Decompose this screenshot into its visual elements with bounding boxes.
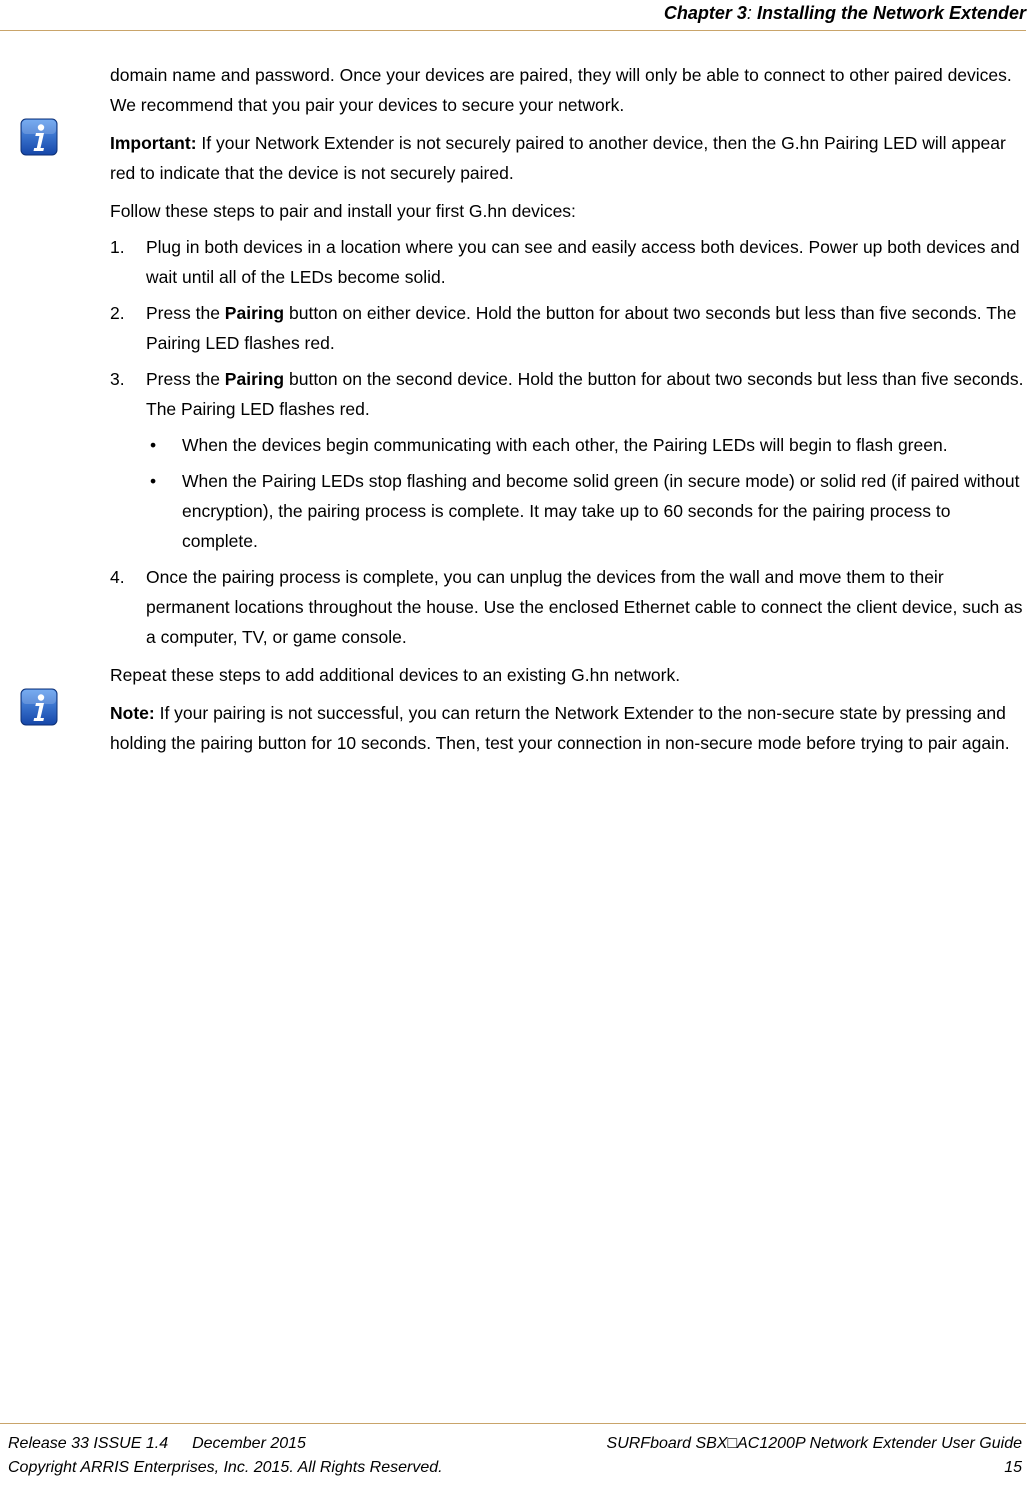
step-text: Once the pairing process is complete, you can unplug the devices from the wall and move them to their permanent locations throughout the house. Use the enclosed Ethernet cable to connect the client device, such as a computer, TV, or game console. <box>146 567 1023 647</box>
note-callout <box>110 698 1028 758</box>
step-number: 3. <box>110 369 125 389</box>
info-icon <box>20 688 58 726</box>
important-text: If your Network Extender is not securely paired to another device, then the G.hn Pairing LED will appear red to indicate that the device is not securely paired. <box>110 133 1006 183</box>
bullet-icon: • <box>150 435 157 455</box>
step-text: Plug in both devices in a location where you can see and easily access both devices. Power up both devices and wait until all of the LEDs become solid. <box>146 237 1020 287</box>
bullet-icon: • <box>150 471 157 491</box>
step-text: button on either device. Hold the button for about two seconds but less than five seconds. The Pairing LED flashes red. <box>146 303 1017 353</box>
page-content <box>110 60 1028 766</box>
note-text: If your pairing is not successful, you can return the Network Extender to the non-secure state by pressing and holding the pairing button for 10 seconds. Then, test your connection in non-secure mode before trying to pair again. <box>110 703 1010 753</box>
step-item <box>110 232 1028 292</box>
note-label: Note: <box>110 703 155 723</box>
steps-intro: Follow these steps to pair and install your first G.hn devices: <box>110 201 576 221</box>
footer-guide-title: SURFboard SBX□AC1200P Network Extender User Guide <box>606 1435 1022 1452</box>
step-item <box>110 562 1028 652</box>
substeps-list <box>146 430 1028 556</box>
substep-text: When the Pairing LEDs stop flashing and become solid green (in secure mode) or solid red (if paired without encryption), the pairing process is complete. It may take up to 60 seconds for the pairing process to complete. <box>182 471 1020 551</box>
footer-copyright: Copyright ARRIS Enterprises, Inc. 2015. All Rights Reserved. <box>8 1459 443 1476</box>
release-text: Release 33 ISSUE 1.4 <box>8 1435 169 1452</box>
important-label: Important: <box>110 133 197 153</box>
chapter-label: Chapter 3 <box>663 3 747 23</box>
pairing-keyword: Pairing <box>224 303 285 323</box>
step-number: 2. <box>110 303 125 323</box>
substep-item <box>146 466 1028 556</box>
substep-text: When the devices begin communicating with each other, the Pairing LEDs will begin to flash green. <box>182 435 948 455</box>
step-number: 4. <box>110 567 125 587</box>
release-date: December 2015 <box>192 1435 306 1452</box>
step-number: 1. <box>110 237 125 257</box>
intro-paragraph: domain name and password. Once your devices are paired, they will only be able to connect to other paired devices. We recommend that you pair your devices to secure your network. <box>110 65 1012 115</box>
step-item <box>110 298 1028 358</box>
chapter-separator: : <box>746 3 752 23</box>
steps-list <box>110 232 1028 652</box>
info-icon <box>20 118 58 156</box>
pairing-keyword: Pairing <box>224 369 285 389</box>
step-text: Press the <box>146 369 225 389</box>
step-item <box>110 364 1028 556</box>
chapter-title: Installing the Network Extender <box>751 3 1026 23</box>
repeat-paragraph: Repeat these steps to add additional devices to an existing G.hn network. <box>110 665 681 685</box>
footer-release <box>8 1432 306 1456</box>
page-footer <box>0 1423 1026 1480</box>
step-text: button on the second device. Hold the button for about two seconds but less than five seconds. The Pairing LED flashes red. <box>146 369 1024 419</box>
substep-item <box>146 430 1028 460</box>
important-note <box>110 128 1028 188</box>
page-number: 15 <box>1004 1459 1022 1476</box>
page-header <box>0 0 1026 31</box>
step-text: Press the <box>146 303 225 323</box>
